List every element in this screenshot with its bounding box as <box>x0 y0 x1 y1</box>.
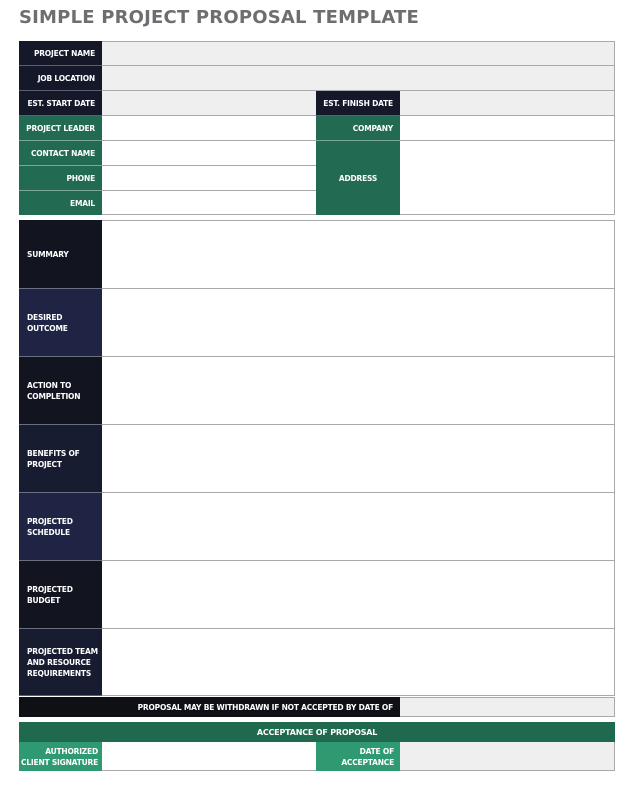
project-leader-label: PROJECT LEADER <box>19 116 102 141</box>
signature-label: AUTHORIZED CLIENT SIGNATURE <box>19 742 102 771</box>
company-label: COMPANY <box>316 116 400 141</box>
contact-name-field[interactable] <box>102 141 316 166</box>
action-to-completion-field[interactable] <box>102 357 615 425</box>
project-leader-field[interactable] <box>102 116 316 141</box>
projected-budget-field[interactable] <box>102 561 615 629</box>
signature-field[interactable] <box>102 742 316 771</box>
summary-field[interactable] <box>102 220 615 289</box>
job-location-field[interactable] <box>102 66 615 91</box>
address-field[interactable] <box>400 141 615 215</box>
project-name-field[interactable] <box>102 41 615 66</box>
job-location-label: JOB LOCATION <box>19 66 102 91</box>
withdrawal-date-field[interactable] <box>400 697 615 717</box>
est-start-date-label: EST. START DATE <box>19 91 102 116</box>
est-start-date-field[interactable] <box>102 91 316 116</box>
acceptance-header: ACCEPTANCE OF PROPOSAL <box>19 722 615 742</box>
projected-schedule-field[interactable] <box>102 493 615 561</box>
action-to-completion-label: ACTION TO COMPLETION <box>19 357 102 425</box>
benefits-of-project-field[interactable] <box>102 425 615 493</box>
date-of-acceptance-field[interactable] <box>400 742 615 771</box>
contact-name-label: CONTACT NAME <box>19 141 102 166</box>
phone-field[interactable] <box>102 166 316 191</box>
est-finish-date-label: EST. FINISH DATE <box>316 91 400 116</box>
email-label: EMAIL <box>19 191 102 215</box>
email-field[interactable] <box>102 191 316 215</box>
projected-team-label: PROJECTED TEAM AND RESOURCE REQUIREMENTS <box>19 629 102 696</box>
phone-label: PHONE <box>19 166 102 191</box>
summary-label: SUMMARY <box>19 220 102 289</box>
projected-team-field[interactable] <box>102 629 615 696</box>
date-of-acceptance-label: DATE OF ACCEPTANCE <box>316 742 400 771</box>
est-finish-date-field[interactable] <box>400 91 615 116</box>
company-field[interactable] <box>400 116 615 141</box>
withdrawal-label: PROPOSAL MAY BE WITHDRAWN IF NOT ACCEPTED BY DATE OF <box>19 697 400 717</box>
desired-outcome-field[interactable] <box>102 289 615 357</box>
projected-schedule-label: PROJECTED SCHEDULE <box>19 493 102 561</box>
address-label: ADDRESS <box>316 141 400 215</box>
desired-outcome-label: DESIRED OUTCOME <box>19 289 102 357</box>
page-title: SIMPLE PROJECT PROPOSAL TEMPLATE <box>19 7 420 28</box>
project-name-label: PROJECT NAME <box>19 41 102 66</box>
projected-budget-label: PROJECTED BUDGET <box>19 561 102 629</box>
benefits-of-project-label: BENEFITS OF PROJECT <box>19 425 102 493</box>
